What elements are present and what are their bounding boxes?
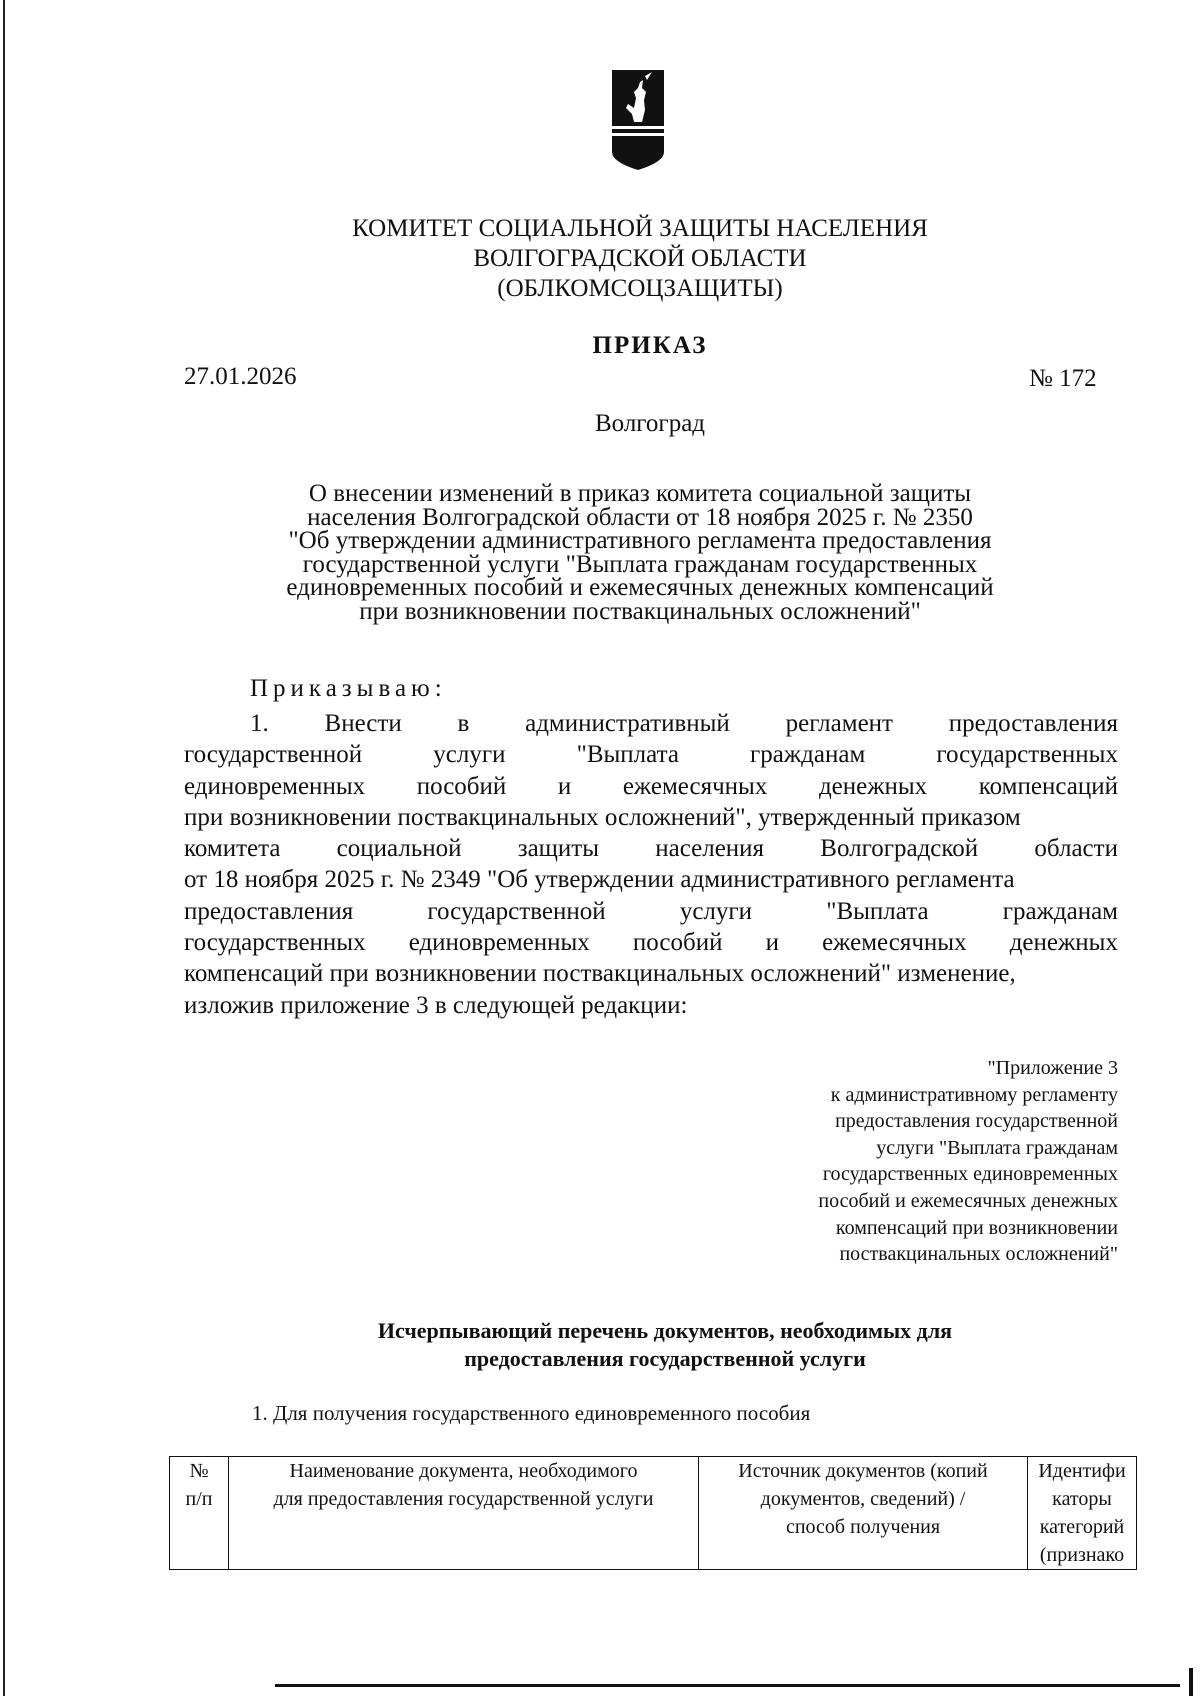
appendix-line: компенсаций при возникновении — [835, 1216, 1118, 1239]
word: и — [557, 772, 572, 800]
appendix-line: к административному регламенту — [830, 1083, 1118, 1106]
coat-of-arms-emblem — [612, 70, 664, 170]
word: области — [1034, 835, 1118, 863]
paragraph-line — [184, 927, 1118, 958]
word: административный — [525, 710, 730, 737]
word: единовременных — [184, 772, 366, 800]
header-text: п/п — [185, 1488, 213, 1510]
paragraph-line: изложив приложение 3 в следующей редакции: — [184, 991, 688, 1019]
paragraph-line: от 18 ноября 2025 г. № 2349 "Об утверждении административного регламента — [184, 866, 1015, 894]
table-bottom-rule — [170, 1570, 1137, 1571]
appendix-line: поствакцинальных осложнений" — [839, 1243, 1118, 1266]
header-text: Наименование документа, необходимого — [289, 1460, 638, 1482]
scan-edge-left — [3, 0, 5, 1696]
word: предоставления — [948, 710, 1118, 737]
paragraph-line — [184, 896, 1118, 927]
list-title — [290, 1317, 1040, 1373]
document-date: 27.01.2026 — [184, 363, 297, 390]
header-text: категорий — [1039, 1516, 1125, 1538]
word: предоставления — [184, 897, 354, 925]
list-title-line-1: Исчерпывающий перечень документов, необходимых для — [377, 1318, 953, 1343]
word: Волгоградской — [820, 835, 979, 863]
list-title-line-2: предоставления государственной услуги — [464, 1346, 866, 1371]
table-header-row — [170, 1457, 1137, 1570]
paragraph-line — [184, 739, 1118, 770]
word: государственных — [936, 741, 1118, 769]
word: пособий — [632, 929, 723, 957]
word: регламент — [785, 710, 893, 737]
word: ежемесячных — [622, 772, 768, 800]
word: комитета — [184, 835, 281, 863]
word: социальной — [336, 835, 462, 863]
subject-line: при возникновении поствакцинальных осложнений" — [359, 597, 921, 625]
subject-line: О внесении изменений в приказ комитета социальной защиты — [308, 480, 972, 507]
word: гражданам — [750, 741, 866, 769]
appendix-reference — [720, 1055, 1118, 1268]
subject-line: государственной услуги "Выплата гражданам государственных — [302, 550, 978, 578]
organization-name — [240, 214, 1040, 304]
header-text: № — [189, 1460, 209, 1482]
header-document-name — [229, 1457, 699, 1570]
word: денежных — [818, 772, 928, 800]
paragraph-line: компенсаций при возникновении поствакцинальных осложнений" изменение, — [184, 960, 1016, 988]
header-text: (признако — [1039, 1544, 1125, 1566]
document-type: ПРИКАЗ — [592, 332, 708, 359]
header-text: Источник документов (копий — [738, 1460, 988, 1482]
word: в — [457, 710, 470, 737]
scan-edge-bottom — [275, 1684, 1180, 1687]
word: государственной — [427, 897, 606, 925]
header-text: способ получения — [785, 1516, 941, 1538]
header-source — [699, 1457, 1028, 1570]
subject-line: "Об утверждении административного регламента предоставления — [288, 527, 992, 554]
word: защиты — [517, 835, 600, 863]
word: услуги — [679, 897, 753, 925]
organization-line-3: (ОБЛКОМСОЦЗАЩИТЫ) — [497, 275, 783, 302]
appendix-line: "Приложение 3 — [987, 1057, 1118, 1079]
word: денежных — [1009, 929, 1118, 957]
appendix-line: государственных единовременных — [822, 1163, 1118, 1186]
appendix-line: услуги "Выплата гражданам — [876, 1136, 1118, 1159]
word: гражданам — [1002, 897, 1118, 925]
word: пособий — [416, 772, 507, 800]
word: единовременных — [408, 929, 590, 957]
paragraph-line — [184, 771, 1118, 802]
paragraph-line: при возникновении поствакцинальных осложнений", утвержденный приказом — [184, 803, 1021, 831]
word: государственной — [184, 741, 363, 769]
order-paragraph — [184, 708, 1118, 1021]
header-text: Идентифи — [1038, 1460, 1126, 1482]
subject-line: единовременных пособий и ежемесячных денежных компенсаций — [286, 574, 994, 601]
header-text: каторы — [1052, 1488, 1112, 1510]
word: компенсаций — [978, 772, 1118, 800]
subject-line: населения Волгоградской области от 18 ноября 2025 г. № 2350 — [307, 503, 973, 531]
word: услуги — [433, 741, 506, 769]
header-identifiers — [1028, 1457, 1137, 1570]
word: населения — [655, 835, 765, 863]
organization-line-2: ВОЛГОГРАДСКОЙ ОБЛАСТИ — [473, 245, 807, 272]
word: Внести — [324, 710, 402, 737]
organization-line-1: КОМИТЕТ СОЦИАЛЬНОЙ ЗАЩИТЫ НАСЕЛЕНИЯ — [352, 215, 928, 242]
paragraph-line — [184, 708, 1118, 739]
word: "Выплата — [826, 897, 929, 925]
order-subject — [190, 482, 1090, 623]
document-number: № 172 — [1029, 365, 1097, 392]
header-number — [170, 1457, 229, 1570]
documents-table — [169, 1456, 1137, 1570]
header-text: документов, сведений) / — [760, 1488, 966, 1510]
document-city: Волгоград — [594, 410, 706, 437]
word: 1. — [250, 710, 269, 737]
scan-edge-mark — [1189, 1668, 1193, 1696]
header-text: для предоставления государственной услуги — [273, 1488, 654, 1510]
appendix-line: предоставления государственной — [835, 1110, 1118, 1133]
word: государственных — [184, 929, 366, 957]
word: и — [765, 929, 779, 957]
section-heading: 1. Для получения государственного единовременного пособия — [252, 1401, 811, 1425]
paragraph-line — [184, 833, 1118, 864]
word: ежемесячных — [822, 929, 967, 957]
appendix-line: пособий и ежемесячных денежных — [818, 1189, 1118, 1212]
word: "Выплата — [576, 741, 679, 769]
order-word: Приказываю: — [250, 675, 447, 702]
